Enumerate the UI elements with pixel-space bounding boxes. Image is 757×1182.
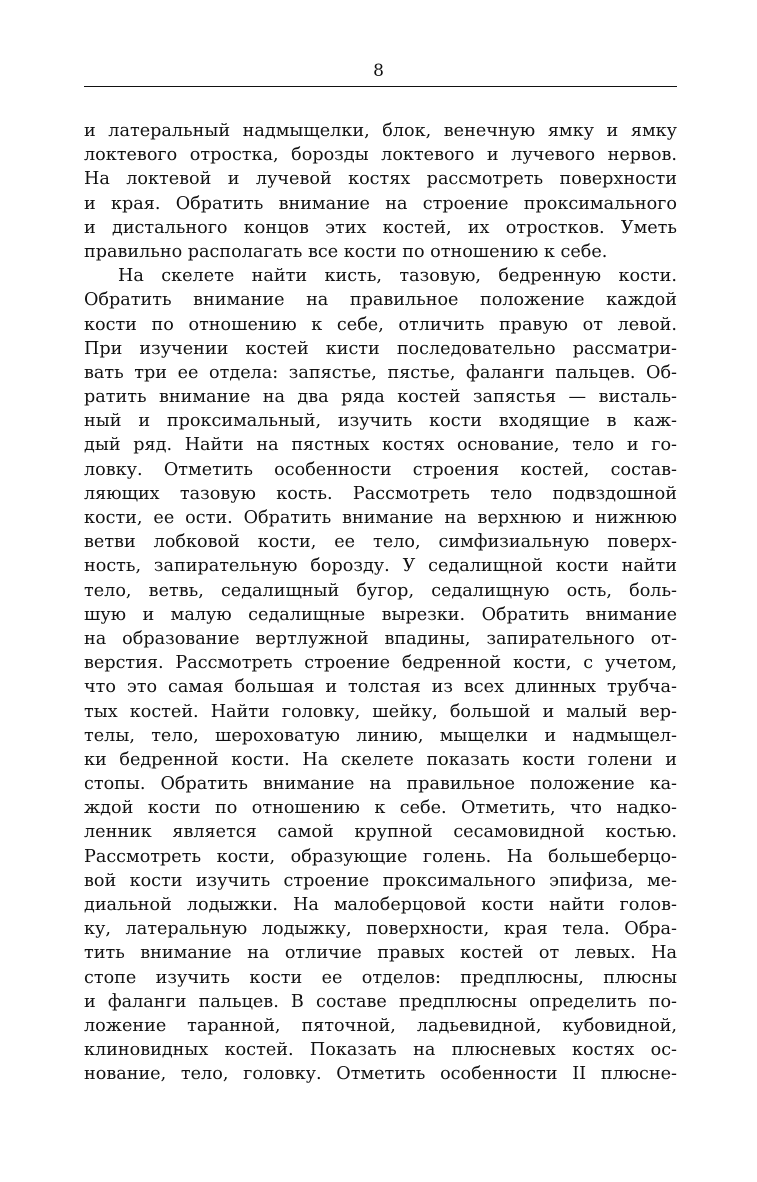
text-line: ки бедренной кости. На скелете показать кости голени и	[84, 749, 677, 770]
text-line: что это самая большая и толстая из всех длинных трубча-	[84, 677, 677, 698]
text-line: верстия. Рассмотреть строение бедренной кости, с учетом,	[84, 653, 677, 674]
text-line: шую и малую седалищные вырезки. Обратить внимание	[84, 604, 677, 625]
text-line: Обратить внимание на правильное положение каждой	[84, 290, 677, 311]
text-line: и латеральный надмыщелки, блок, венечную ямку и ямку	[84, 121, 677, 141]
text-line: нование, тело, головку. Отметить особенности II плюсне-	[84, 1064, 677, 1085]
text-line: на образование вертлужной впадины, запирательного от-	[84, 628, 677, 649]
text-line: телы, тело, шероховатую линию, мыщелки и надмыщел-	[84, 725, 677, 746]
text-line: и фаланги пальцев. В составе предплюсны определить по-	[84, 991, 677, 1012]
text-line: ность, запирательную борозду. У седалищной кости найти	[84, 556, 677, 577]
text-line: вать три ее отдела: запястье, пястье, фаланги пальцев. Об-	[84, 362, 677, 383]
text-line: клиновидных костей. Показать на плюсневых костях ос-	[84, 1040, 677, 1061]
text-line: правильно располагать все кости по отношению к себе.	[84, 241, 608, 262]
text-line: стопы. Обратить внимание на правильное положение ка-	[84, 774, 677, 795]
text-line: При изучении костей кисти последовательно рассматри-	[84, 338, 677, 359]
text-line: тело, ветвь, седалищный бугор, седалищную ость, боль-	[84, 580, 677, 601]
text-line: ждой кости по отношению к себе. Отметить, что надко-	[84, 798, 677, 819]
header-rule	[84, 86, 677, 87]
text-line: На локтевой и лучевой костях рассмотреть поверхности	[84, 169, 677, 190]
text-line: ный и проксимальный, изучить кости входящие в каж-	[84, 411, 677, 432]
text-line: ляющих тазовую кость. Рассмотреть тело подвздошной	[84, 483, 677, 504]
text-line: ложение таранной, пяточной, ладьевидной, кубовидной,	[84, 1015, 677, 1036]
text-line: тить внимание на отличие правых костей от левых. На	[84, 943, 677, 964]
text-line: Рассмотреть кости, образующие голень. На большеберцо-	[84, 846, 677, 867]
text-line: диальной лодыжки. На малоберцовой кости найти голов-	[84, 895, 677, 915]
text-line: ратить внимание на два ряда костей запястья — висталь-	[84, 387, 677, 408]
text-line: стопе изучить кости ее отделов: предплюсны, плюсны	[84, 967, 677, 988]
text-line: кости, ее ости. Обратить внимание на верхнюю и нижнюю	[84, 508, 677, 528]
text-line: и края. Обратить внимание на строение проксимального	[84, 193, 677, 214]
text-line: дый ряд. Найти на пястных костях основание, тело и го-	[84, 435, 677, 456]
text-line: ку, латеральную лодыжку, поверхности, края тела. Обра-	[84, 919, 677, 940]
body-text	[84, 119, 677, 1087]
text-line: ветви лобковой кости, ее тело, симфизиальную поверх-	[84, 532, 677, 553]
text-line: тых костей. Найти головку, шейку, большой и малый вер-	[84, 701, 677, 722]
text-line: и дистального концов этих костей, их отростков. Уметь	[84, 217, 677, 238]
paragraph	[84, 119, 677, 264]
text-line: ленник является самой крупной сесамовидной костью.	[84, 822, 677, 843]
text-line: На скелете найти кисть, тазовую, бедренную кости.	[118, 266, 677, 287]
paragraph	[84, 264, 677, 1086]
text-line: локтевого отростка, борозды локтевого и лучевого нервов.	[84, 145, 677, 166]
page-number: 8	[373, 61, 384, 81]
text-line: кости по отношению к себе, отличить правую от левой.	[84, 314, 677, 335]
text-line: ловку. Отметить особенности строения костей, состав-	[84, 459, 677, 480]
text-line: вой кости изучить строение проксимального эпифиза, ме-	[84, 870, 677, 891]
